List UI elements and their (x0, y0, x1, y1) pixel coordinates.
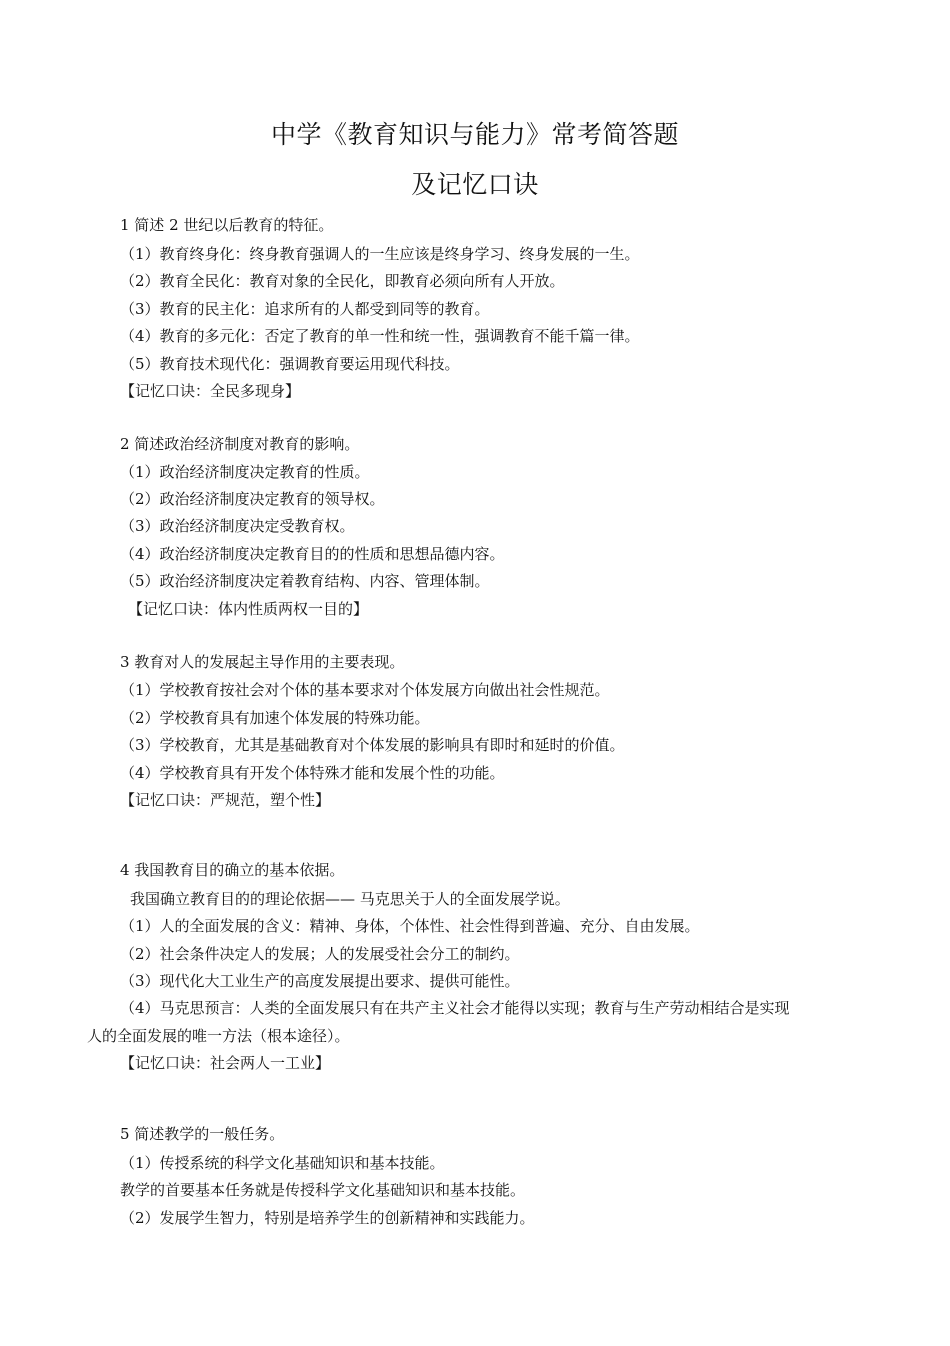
q4-item-4-continued: 人的全面发展的唯一方法（根本途径）。 (87, 1027, 350, 1045)
q1-item-5: （5）教育技术现代化：强调教育要运用现代科技。 (120, 355, 460, 373)
q4-item-2: （2）社会条件决定人的发展；人的发展受社会分工的制约。 (120, 945, 520, 963)
q3-item-1: （1）学校教育按社会对个体的基本要求对个体发展方向做出社会性规范。 (120, 681, 610, 699)
q4-item-1: （1）人的全面发展的含义：精神、身体，个体性、社会性得到普遍、充分、自由发展。 (120, 917, 700, 935)
q5-heading: 5 简述教学的一般任务。 (120, 1125, 285, 1143)
q2-item-4: （4）政治经济制度决定教育目的的性质和思想品德内容。 (120, 545, 505, 563)
q3-item-2: （2）学校教育具有加速个体发展的特殊功能。 (120, 709, 430, 727)
q2-heading: 2 简述政治经济制度对教育的影响。 (120, 435, 360, 453)
q2-mnemonic: 【记忆口诀：体内性质两权一目的】 (128, 600, 369, 618)
q4-heading: 4 我国教育目的确立的基本依据。 (120, 861, 345, 879)
q2-item-1: （1）政治经济制度决定教育的性质。 (120, 463, 370, 481)
document-title-line-1: 中学《教育知识与能力》常考简答题 (270, 120, 679, 149)
document-title-line-2: 及记忆口诀 (411, 170, 539, 199)
q1-item-2: （2）教育全民化：教育对象的全民化，即教育必须向所有人开放。 (120, 272, 565, 290)
q2-item-2: （2）政治经济制度决定教育的领导权。 (120, 490, 385, 508)
q5-item-1-note: 教学的首要基本任务就是传授科学文化基础知识和基本技能。 (120, 1181, 526, 1199)
q4-item-3: （3）现代化大工业生产的高度发展提出要求、提供可能性。 (120, 972, 520, 990)
q1-item-1: （1）教育终身化：终身教育强调人的一生应该是终身学习、终身发展的一生。 (120, 245, 640, 263)
q4-mnemonic: 【记忆口诀：社会两人一工业】 (120, 1054, 331, 1072)
q1-heading: 1 简述 2 世纪以后教育的特征。 (120, 216, 334, 234)
q2-item-3: （3）政治经济制度决定受教育权。 (120, 517, 355, 535)
q4-intro: 我国确立教育目的的理论依据—— 马克思关于人的全面发展学说。 (130, 890, 570, 908)
q2-item-5: （5）政治经济制度决定着教育结构、内容、管理体制。 (120, 572, 490, 590)
q3-heading: 3 教育对人的发展起主导作用的主要表现。 (120, 653, 405, 671)
q5-item-2: （2）发展学生智力，特别是培养学生的创新精神和实践能力。 (120, 1209, 535, 1227)
q5-item-1: （1）传授系统的科学文化基础知识和基本技能。 (120, 1154, 445, 1172)
q1-item-4: （4）教育的多元化：否定了教育的单一性和统一性，强调教育不能千篇一律。 (120, 327, 640, 345)
q1-item-3: （3）教育的民主化：追求所有的人都受到同等的教育。 (120, 300, 490, 318)
q4-item-4: （4）马克思预言：人类的全面发展只有在共产主义社会才能得以实现；教育与生产劳动相结合是实现 (120, 999, 790, 1017)
q1-mnemonic: 【记忆口诀：全民多现身】 (120, 382, 301, 400)
q3-item-4: （4）学校教育具有开发个体特殊才能和发展个性的功能。 (120, 764, 505, 782)
q3-item-3: （3）学校教育，尤其是基础教育对个体发展的影响具有即时和延时的价值。 (120, 736, 625, 754)
q3-mnemonic: 【记忆口诀：严规范，塑个性】 (120, 791, 331, 809)
